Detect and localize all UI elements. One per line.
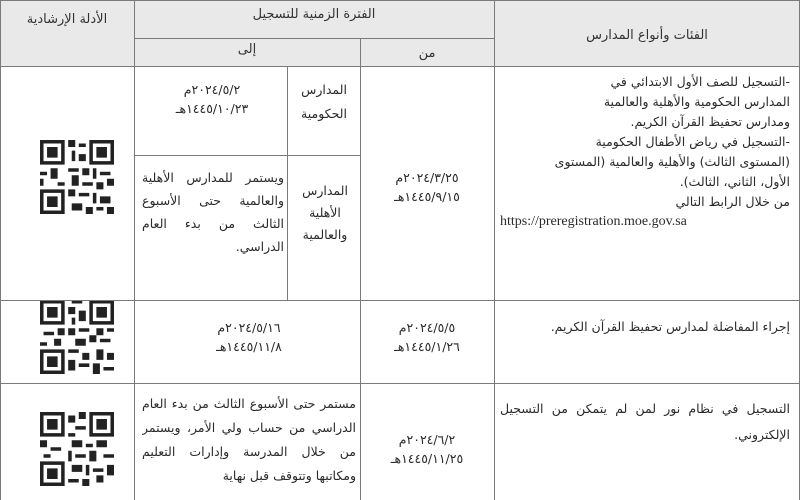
grid-line (494, 0, 495, 500)
row1-line-2: المدارس الحكومية والأهلية والعالمية (603, 94, 790, 109)
header-from-label: من (418, 46, 436, 61)
row1-line-5: (المستوى الثالث) والأهلية والعالمية (المستوى (554, 154, 790, 169)
row1-from-gregorian: ٢٠٢٤/٣/٢٥م (395, 170, 459, 185)
row2-from-gregorian: ٢٠٢٤/٥/٥م (398, 320, 456, 335)
row3-description (500, 396, 790, 456)
row1-gov-label (290, 78, 358, 148)
grid-line (0, 383, 800, 384)
row3-from-hijri: ١٤٤٥/١١/٢٥هـ (390, 451, 464, 466)
row1-line-7: من خلال الرابط التالي (675, 194, 790, 209)
grid-line (134, 155, 360, 156)
grid-line (360, 38, 361, 500)
row1-private-label (292, 180, 358, 270)
row3-to (142, 392, 356, 500)
row1-line-1: -التسجيل للصف الأول الابتدائي في (610, 74, 790, 89)
row3-from-gregorian: ٢٠٢٤/٦/٢م (398, 432, 456, 447)
row2-description-text: إجراء المفاضلة لمدارس تحفيظ القرآن الكريم. (550, 319, 790, 334)
qr-code-2[interactable] (40, 300, 114, 374)
header-period-label: الفترة الزمنية للتسجيل (252, 7, 376, 22)
qr-code-3[interactable] (40, 412, 114, 486)
row3-description-text: التسجيل في نظام نور لمن لم يتمكن من التسجيل الإلكتروني. (500, 401, 790, 442)
grid-line (0, 300, 800, 301)
row1-gov-to-hijri: ١٤٤٥/١٠/٢٣هـ (175, 101, 249, 116)
row1-private-to-text: ويستمر للمدارس الأهلية والعالمية حتى الأسبوع الثالث من بدء العام الدراسي. (142, 170, 284, 254)
row1-line-6: الأول، الثاني، الثالث). (679, 174, 790, 189)
row1-private-to (142, 166, 284, 286)
row2-from (362, 318, 492, 368)
header-period (134, 0, 494, 38)
header-to (134, 38, 360, 66)
row2-to-gregorian: ٢٠٢٤/٥/١٦م (217, 320, 281, 335)
row2-from-hijri: ١٤٤٥/١/٢٦هـ (394, 339, 460, 354)
qr-code-1[interactable] (40, 140, 114, 214)
row1-line-3: ومدارس تحفيظ القرآن الكريم. (630, 114, 790, 129)
header-guides (0, 0, 134, 66)
header-categories-label: الفئات وأنواع المدارس (586, 28, 708, 43)
header-to-label: إلى (237, 42, 257, 57)
grid-line (134, 38, 494, 39)
row1-line-4: -التسجيل في رياض الأطفال الحكومية (595, 134, 790, 149)
row1-from-hijri: ١٤٤٥/٩/١٥هـ (394, 189, 460, 204)
row1-gov-to-gregorian: ٢٠٢٤/٥/٢م (183, 82, 241, 97)
row2-to (138, 318, 360, 368)
grid-line (0, 66, 800, 67)
row3-from (362, 430, 492, 480)
row1-private-label-text: المدارس الأهلية والعالمية (302, 183, 348, 242)
header-categories (494, 0, 800, 66)
grid-line (0, 0, 1, 500)
row2-description (500, 314, 790, 374)
grid-line (0, 0, 800, 1)
header-guides-label: الأدلة الإرشادية (26, 12, 108, 27)
registration-link[interactable]: https://preregistration.moe.gov.sa (500, 214, 687, 229)
grid-line (287, 66, 288, 300)
row1-gov-label-text: المدارس الحكومية (301, 82, 347, 121)
row3-to-text: مستمر حتى الأسبوع الثالث من بدء العام الدراسي من حساب ولي الأمر، ويستمر من خلال المدرسة وإدارات التعليم ومكاتبها وتتوقف قبل نهاية (142, 396, 356, 483)
grid-line (134, 0, 135, 500)
row1-gov-to (138, 80, 286, 130)
row2-to-hijri: ١٤٤٥/١١/٨هـ (216, 339, 282, 354)
header-from (360, 38, 494, 66)
row1-from (362, 168, 492, 218)
row1-description (500, 72, 790, 300)
